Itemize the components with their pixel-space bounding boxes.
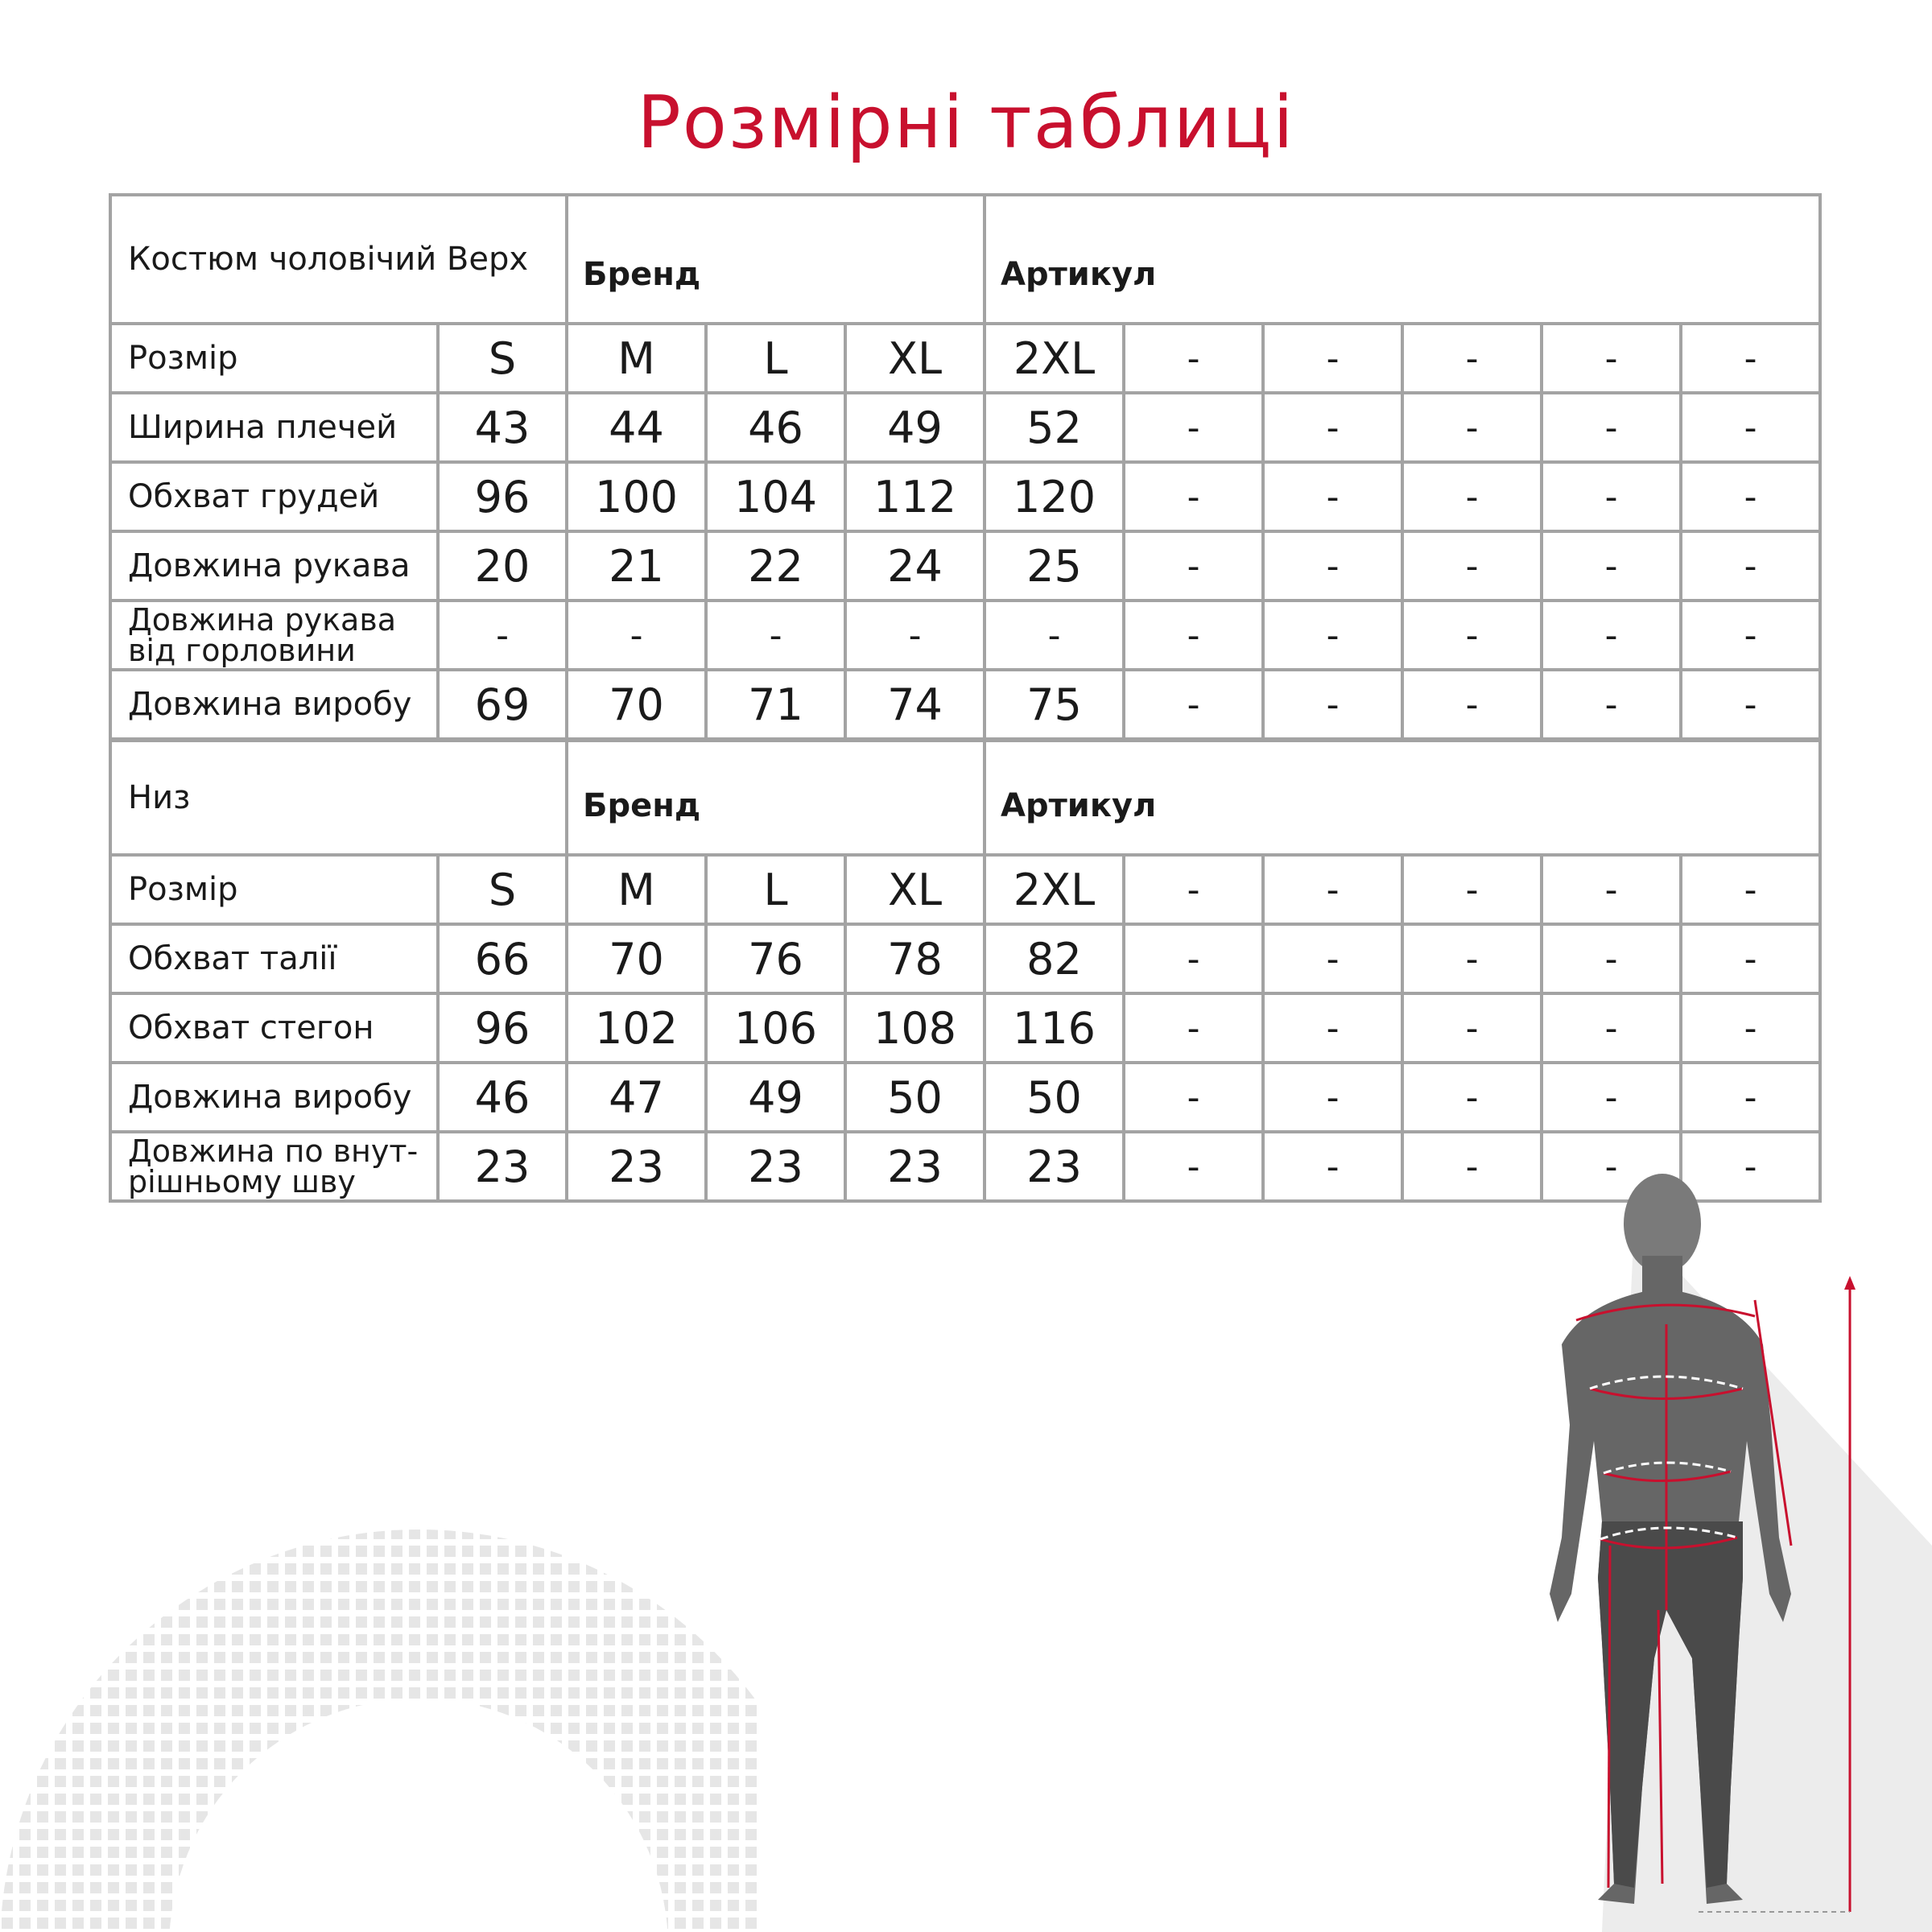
size-value-cell: 106 — [706, 993, 845, 1063]
size-value-cell: - — [1263, 993, 1402, 1063]
size-value-cell: - — [1124, 601, 1263, 670]
size-value-cell: - — [1263, 601, 1402, 670]
size-value-cell: 102 — [567, 993, 706, 1063]
size-value-cell: - — [1542, 993, 1681, 1063]
size-value-cell: - — [1402, 855, 1542, 924]
size-value-cell: 66 — [438, 924, 567, 993]
size-value-cell: - — [1124, 531, 1263, 601]
size-value-cell: - — [1542, 393, 1681, 462]
embroidery-pattern-decoration — [0, 1385, 757, 1932]
size-value-cell: 23 — [438, 1132, 567, 1201]
size-value-cell: S — [438, 855, 567, 924]
row-label: Довжина виробу — [110, 670, 438, 739]
size-value-cell: - — [1542, 924, 1681, 993]
body-measurement-figure — [1513, 1159, 1932, 1932]
size-value-cell: - — [1542, 462, 1681, 531]
size-table-bottom — [109, 739, 1822, 1203]
table-row — [110, 1063, 1820, 1132]
row-label: Довжина рукава — [110, 531, 438, 601]
size-value-cell: - — [1263, 1063, 1402, 1132]
size-value-cell: - — [706, 601, 845, 670]
size-value-cell: 108 — [845, 993, 985, 1063]
size-value-cell: 100 — [567, 462, 706, 531]
size-value-cell: - — [1263, 462, 1402, 531]
row-label: Обхват грудей — [110, 462, 438, 531]
size-value-cell: 21 — [567, 531, 706, 601]
size-value-cell: 116 — [985, 993, 1124, 1063]
size-value-cell: - — [1402, 462, 1542, 531]
page-title: Розмірні таблиці — [637, 80, 1295, 165]
size-value-cell: - — [1124, 1132, 1263, 1201]
size-value-cell: XL — [845, 324, 985, 393]
size-value-cell: L — [706, 324, 845, 393]
size-value-cell: - — [438, 601, 567, 670]
size-value-cell: M — [567, 855, 706, 924]
size-value-cell: - — [1124, 855, 1263, 924]
size-value-cell: - — [1402, 393, 1542, 462]
size-value-cell: - — [1402, 670, 1542, 739]
size-value-cell: - — [1402, 531, 1542, 601]
section-label: Костюм чоловічий Верх — [110, 195, 567, 324]
size-value-cell: - — [1681, 670, 1820, 739]
row-label: Розмір — [110, 855, 438, 924]
size-value-cell: 23 — [845, 1132, 985, 1201]
size-value-cell: 2XL — [985, 324, 1124, 393]
table-row — [110, 855, 1820, 924]
size-value-cell: 104 — [706, 462, 845, 531]
size-value-cell: - — [567, 601, 706, 670]
table-row — [110, 462, 1820, 531]
size-value-cell: 43 — [438, 393, 567, 462]
size-value-cell: - — [1542, 601, 1681, 670]
size-value-cell: M — [567, 324, 706, 393]
size-value-cell: - — [845, 601, 985, 670]
row-label: Довжина виробу — [110, 1063, 438, 1132]
size-value-cell: 70 — [567, 670, 706, 739]
size-value-cell: 52 — [985, 393, 1124, 462]
row-label: Розмір — [110, 324, 438, 393]
size-value-cell: 50 — [845, 1063, 985, 1132]
brand-label: Бренд — [567, 741, 985, 855]
size-value-cell: 71 — [706, 670, 845, 739]
size-value-cell: 46 — [438, 1063, 567, 1132]
size-value-cell: - — [1681, 324, 1820, 393]
size-value-cell: 120 — [985, 462, 1124, 531]
size-value-cell: 82 — [985, 924, 1124, 993]
size-value-cell: 76 — [706, 924, 845, 993]
size-value-cell: 23 — [985, 1132, 1124, 1201]
size-value-cell: - — [1681, 531, 1820, 601]
size-value-cell: - — [1124, 1063, 1263, 1132]
table-row — [110, 393, 1820, 462]
size-value-cell: - — [1263, 324, 1402, 393]
table-row — [110, 531, 1820, 601]
size-value-cell: 46 — [706, 393, 845, 462]
size-value-cell: - — [1263, 855, 1402, 924]
size-value-cell: - — [1402, 1063, 1542, 1132]
size-value-cell: 75 — [985, 670, 1124, 739]
table-row — [110, 924, 1820, 993]
size-value-cell: L — [706, 855, 845, 924]
size-value-cell: - — [1681, 993, 1820, 1063]
size-value-cell: - — [1542, 531, 1681, 601]
size-value-cell: 96 — [438, 993, 567, 1063]
size-value-cell: 49 — [845, 393, 985, 462]
size-value-cell: 24 — [845, 531, 985, 601]
article-label: Артикул — [985, 195, 1820, 324]
size-value-cell: 22 — [706, 531, 845, 601]
size-value-cell: - — [1402, 324, 1542, 393]
size-value-cell: 44 — [567, 393, 706, 462]
size-value-cell: XL — [845, 855, 985, 924]
size-value-cell: 20 — [438, 531, 567, 601]
size-value-cell: 25 — [985, 531, 1124, 601]
row-label: Довжина рукава від горловини — [110, 601, 438, 670]
size-value-cell: S — [438, 324, 567, 393]
row-label: Ширина плечей — [110, 393, 438, 462]
size-value-cell: - — [1542, 670, 1681, 739]
size-value-cell: - — [1124, 324, 1263, 393]
size-value-cell: 23 — [567, 1132, 706, 1201]
size-value-cell: - — [985, 601, 1124, 670]
size-value-cell: - — [1263, 1132, 1402, 1201]
table-row — [110, 670, 1820, 739]
row-label: Довжина по внут-рішньому шву — [110, 1132, 438, 1201]
size-value-cell: - — [1681, 393, 1820, 462]
table-row — [110, 601, 1820, 670]
size-value-cell: - — [1263, 924, 1402, 993]
size-value-cell: - — [1124, 670, 1263, 739]
size-value-cell: - — [1263, 531, 1402, 601]
size-value-cell: - — [1542, 324, 1681, 393]
size-value-cell: - — [1681, 855, 1820, 924]
size-value-cell: 112 — [845, 462, 985, 531]
size-value-cell: - — [1124, 462, 1263, 531]
size-value-cell: - — [1124, 924, 1263, 993]
size-value-cell: - — [1542, 1063, 1681, 1132]
size-value-cell: 49 — [706, 1063, 845, 1132]
table-row — [110, 993, 1820, 1063]
size-value-cell: - — [1402, 924, 1542, 993]
size-value-cell: - — [1263, 670, 1402, 739]
size-value-cell: - — [1542, 855, 1681, 924]
size-value-cell: - — [1542, 1132, 1681, 1201]
size-value-cell: - — [1681, 1132, 1820, 1201]
size-value-cell: - — [1402, 1132, 1542, 1201]
table-row — [110, 324, 1820, 393]
article-label: Артикул — [985, 741, 1820, 855]
row-label: Обхват стегон — [110, 993, 438, 1063]
size-value-cell: 47 — [567, 1063, 706, 1132]
size-value-cell: - — [1263, 393, 1402, 462]
size-value-cell: - — [1124, 993, 1263, 1063]
size-value-cell: - — [1681, 924, 1820, 993]
size-value-cell: - — [1681, 1063, 1820, 1132]
size-value-cell: 2XL — [985, 855, 1124, 924]
size-value-cell: 69 — [438, 670, 567, 739]
size-table-top — [109, 193, 1822, 741]
brand-label: Бренд — [567, 195, 985, 324]
row-label: Обхват талії — [110, 924, 438, 993]
size-value-cell: - — [1124, 393, 1263, 462]
size-value-cell: - — [1402, 601, 1542, 670]
size-value-cell: 23 — [706, 1132, 845, 1201]
size-value-cell: 74 — [845, 670, 985, 739]
section-label: Низ — [110, 741, 567, 855]
size-value-cell: 70 — [567, 924, 706, 993]
size-value-cell: 50 — [985, 1063, 1124, 1132]
size-value-cell: 78 — [845, 924, 985, 993]
size-value-cell: - — [1681, 601, 1820, 670]
size-value-cell: - — [1681, 462, 1820, 531]
size-value-cell: 96 — [438, 462, 567, 531]
size-value-cell: - — [1402, 993, 1542, 1063]
